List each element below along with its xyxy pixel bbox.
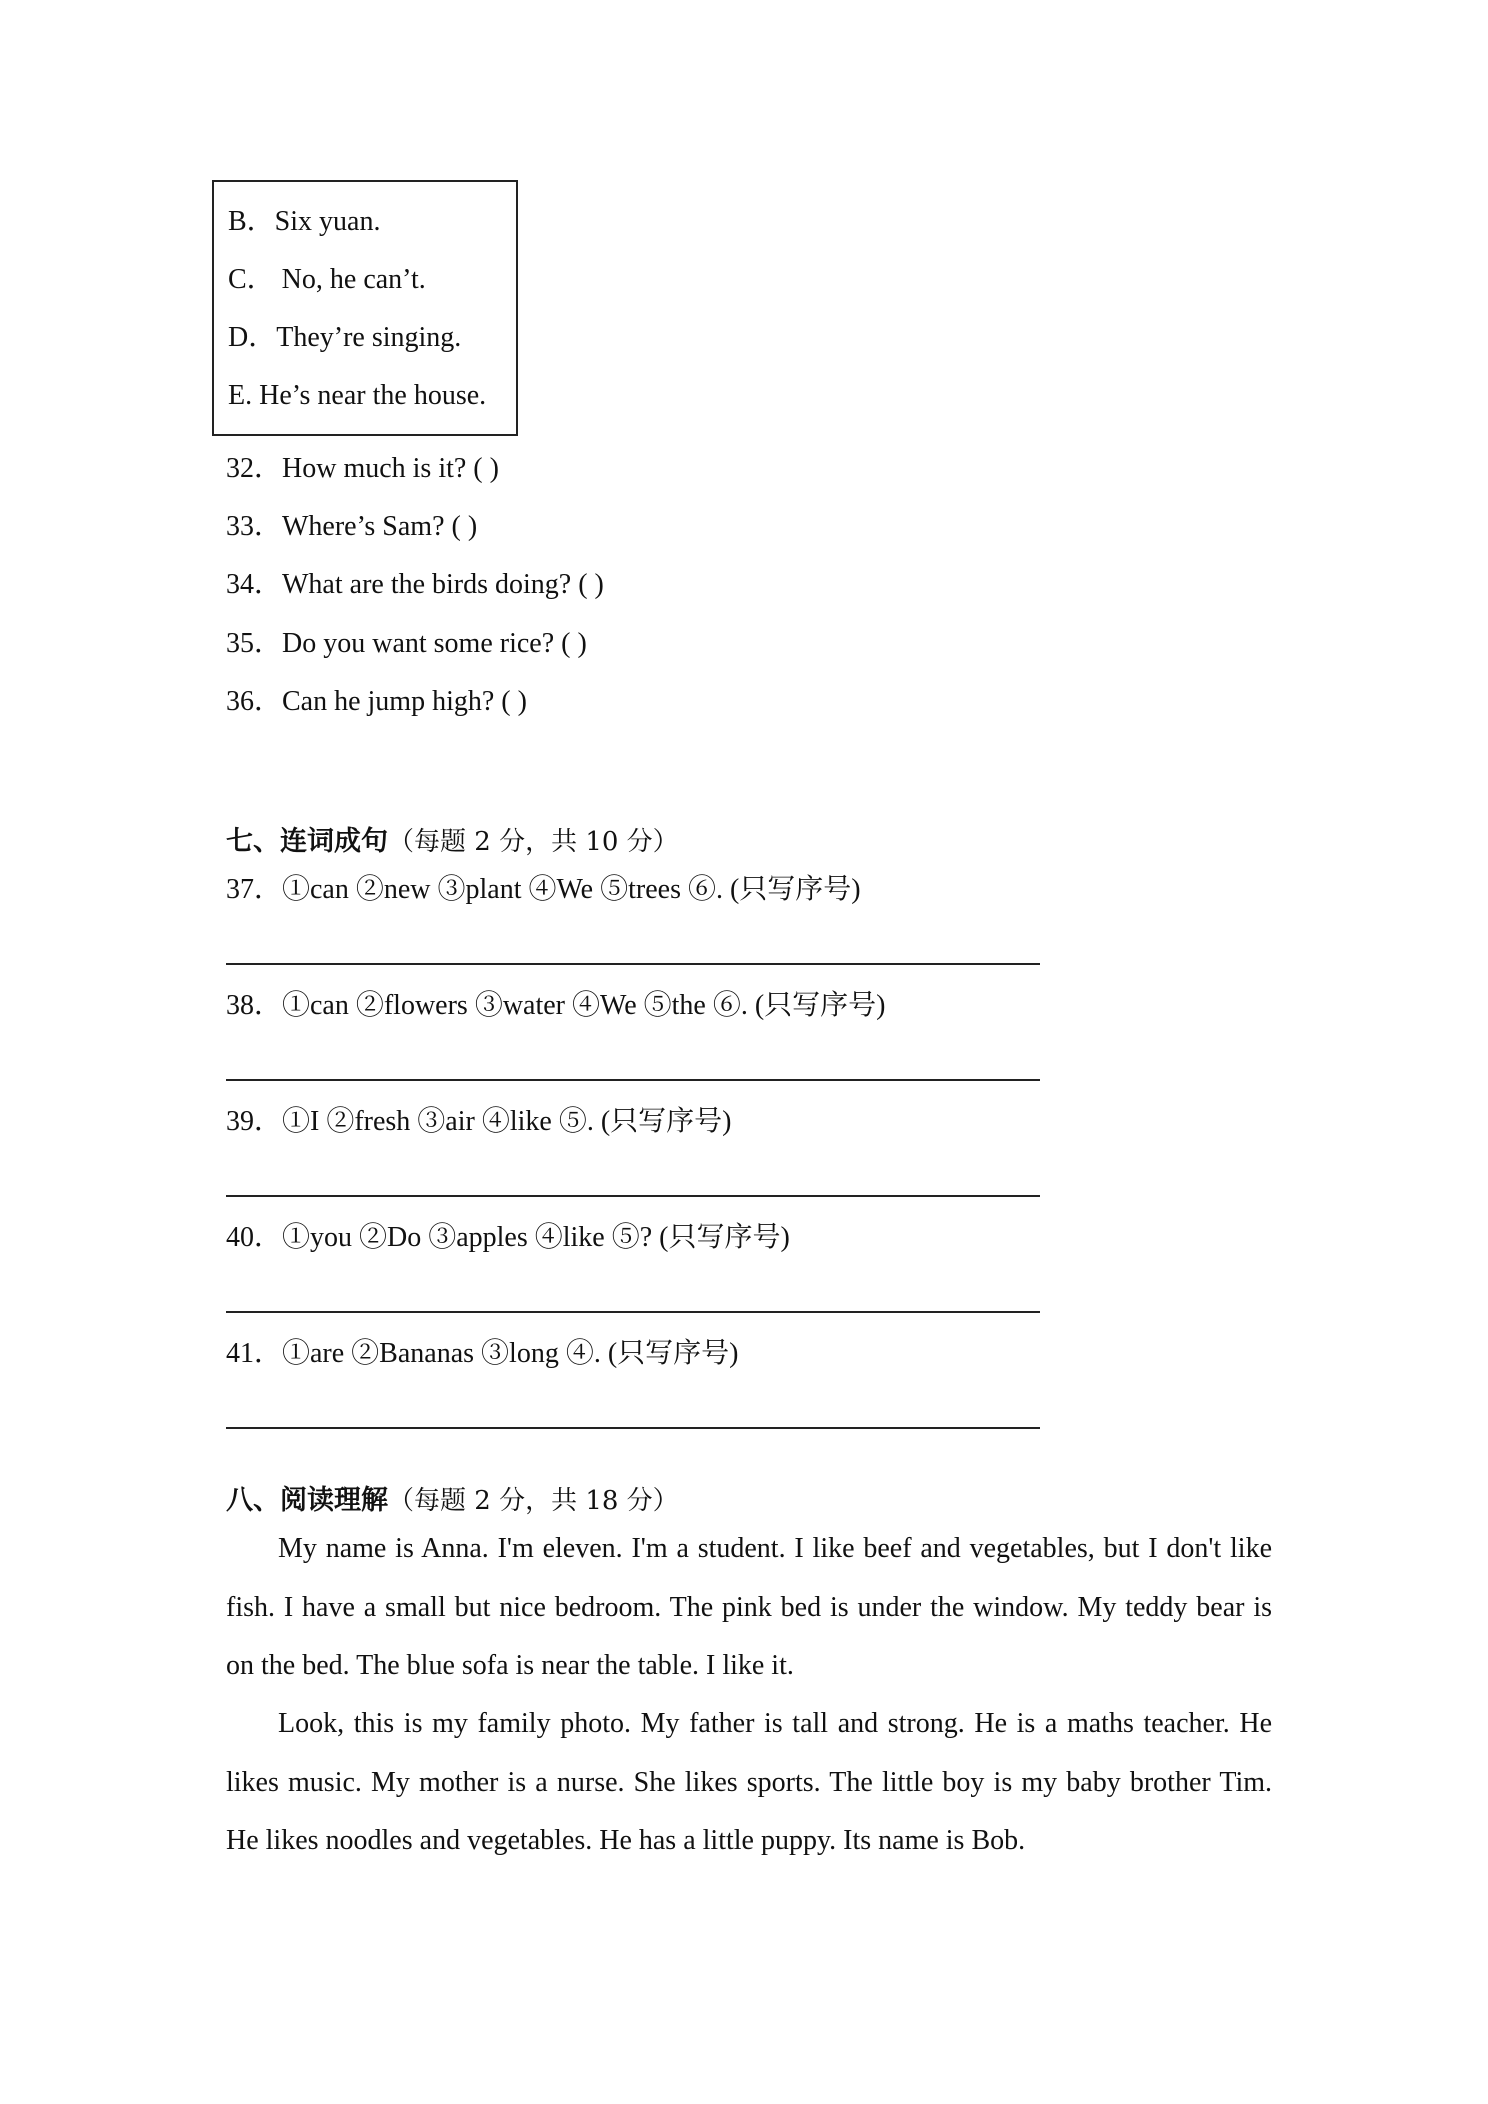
question-33: 33．Where’s Sam? ( ) [226,511,478,542]
question-40: 40．①you ②Do ③apples ④like ⑤? (只写序号) [226,1222,790,1253]
answer-line-39[interactable] [226,1195,1040,1197]
question-36: 36．Can he jump high? ( ) [226,686,527,717]
question-34: 34．What are the birds doing? ( ) [226,569,604,600]
option-e: E. He’s near the house. [228,380,487,411]
section-7-note: （每题 2 分，共 10 分） [388,827,679,857]
section-8-title: 八、阅读理解 [226,1485,388,1516]
question-41: 41．①are ②Bananas ③long ④. (只写序号) [226,1338,739,1369]
answer-line-41[interactable] [226,1427,1040,1429]
answer-options-box [212,180,518,436]
question-38: 38．①can ②flowers ③water ④We ⑤the ⑥. (只写序号) [226,990,886,1021]
answer-line-38[interactable] [226,1079,1040,1081]
question-32: 32．How much is it? ( ) [226,453,499,484]
reading-paragraph-2: Look, this is my family photo. My father is tall and strong. He is a maths teacher. He likes music. My mother is a nurse. She likes sports. The little boy is my baby brother Tim. He likes noodles and vegetables. He has a little puppy. Its name is Bob. [226,1708,1272,1856]
option-c: C． No, he can’t. [228,264,426,295]
answer-line-37[interactable] [226,963,1040,965]
section-8-heading [226,1483,679,1519]
question-37: 37．①can ②new ③plant ④We ⑤trees ⑥. (只写序号) [226,874,861,905]
answer-line-40[interactable] [226,1311,1040,1313]
section-7-heading [226,824,679,860]
reading-paragraph-1: My name is Anna. I'm eleven. I'm a student. I like beef and vegetables, but I don't like fish. I have a small but nice bedroom. The pink bed is under the window. My teddy bear is on the bed. The blue sofa is near the table. I like it. [226,1533,1272,1681]
question-39: 39．①I ②fresh ③air ④like ⑤. (只写序号) [226,1106,732,1137]
section-8-note: （每题 2 分，共 18 分） [388,1486,679,1516]
section-7-title: 七、连词成句 [226,826,388,857]
option-d: D．They’re singing. [228,322,462,353]
option-b: B．Six yuan. [228,206,381,237]
question-35: 35．Do you want some rice? ( ) [226,628,587,659]
